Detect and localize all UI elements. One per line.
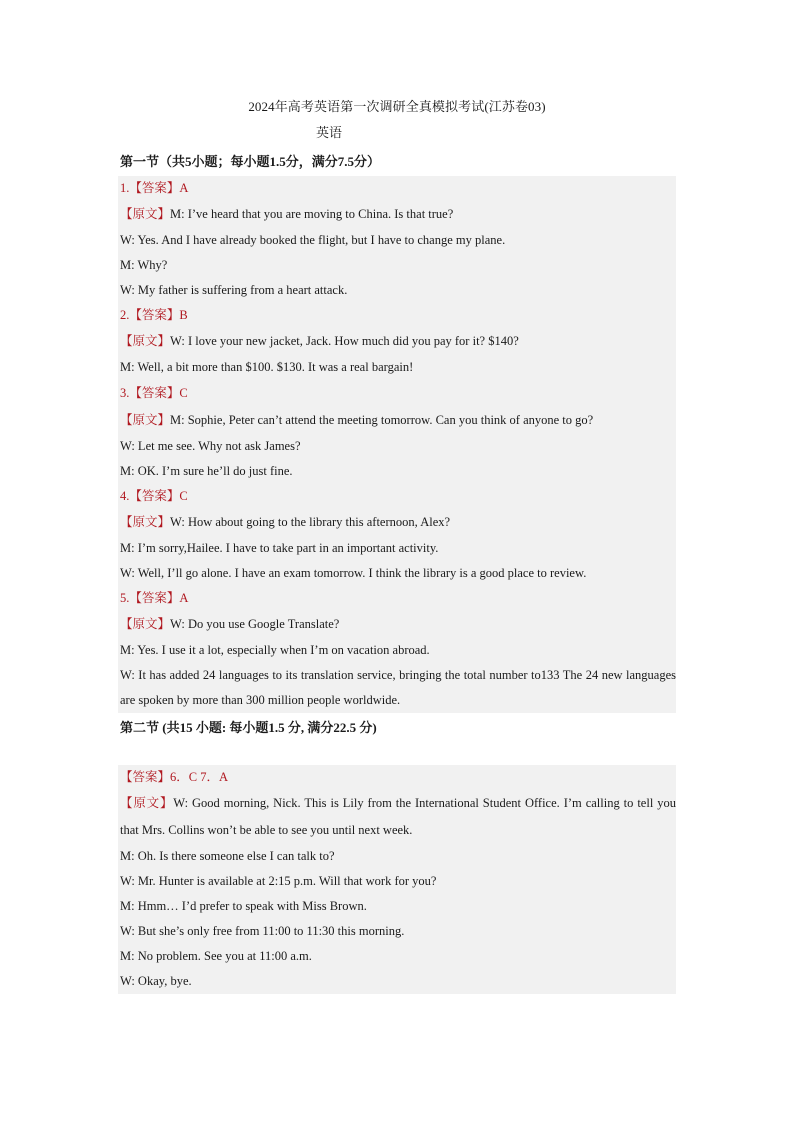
q1-transcript-line: M: Why? bbox=[120, 258, 168, 272]
q3-answer: 3.【答案】C bbox=[120, 386, 188, 400]
q4-transcript-line: 【原文】W: How about going to the library this afternoon, Alex? bbox=[120, 515, 451, 529]
transcript-tag: 【原文】 bbox=[120, 334, 171, 348]
transcript-tag: 【原文】 bbox=[120, 207, 171, 221]
section1-block bbox=[118, 176, 676, 713]
q5-transcript-line: M: Yes. I use it a lot, especially when I’m on vacation abroad. bbox=[120, 643, 430, 657]
q2-transcript-line: M: Well, a bit more than $100. $130. It was a real bargain! bbox=[120, 360, 414, 374]
q6-7-transcript-line: W: But she’s only free from 11:00 to 11:30 this morning. bbox=[120, 924, 405, 938]
q6-7-transcript-line: 【原文】W: Good morning, Nick. This is Lily from the International Student Office. I’m calling to tell you that Mrs. Collins won’t be able to see you until next week. bbox=[120, 796, 676, 837]
q4-transcript-line: M: I’m sorry,Hailee. I have to take part in an important activity. bbox=[120, 541, 439, 555]
q1-transcript-line: 【原文】M: I’ve heard that you are moving to China. Is that true? bbox=[120, 207, 454, 221]
transcript-tag: 【原文】 bbox=[120, 413, 171, 427]
q3-transcript-line: 【原文】M: Sophie, Peter can’t attend the meeting tomorrow. Can you think of anyone to go? bbox=[120, 413, 594, 427]
q1-answer: 1.【答案】A bbox=[120, 181, 189, 195]
section2-heading: 第二节 (共15 小题: 每小题1.5 分, 满分22.5 分) bbox=[120, 720, 377, 735]
transcript-tag: 【原文】 bbox=[120, 515, 171, 529]
q4-answer: 4.【答案】C bbox=[120, 489, 188, 503]
q3-transcript-line: W: Let me see. Why not ask James? bbox=[120, 439, 301, 453]
q6-7-transcript-line: W: Okay, bye. bbox=[120, 974, 192, 988]
q6-7-transcript-line: M: Hmm… I’d prefer to speak with Miss Brown. bbox=[120, 899, 367, 913]
subject-label: 英语 bbox=[316, 125, 343, 140]
q5-transcript-line: 【原文】W: Do you use Google Translate? bbox=[120, 617, 340, 631]
q2-answer: 2.【答案】B bbox=[120, 308, 188, 322]
q4-transcript-line: W: Well, I’ll go alone. I have an exam tomorrow. I think the library is a good place to review. bbox=[120, 566, 587, 580]
q2-transcript-line: 【原文】W: I love your new jacket, Jack. How much did you pay for it? $140? bbox=[120, 334, 519, 348]
section2-block bbox=[118, 765, 676, 994]
q3-transcript-line: M: OK. I’m sure he’ll do just fine. bbox=[120, 464, 293, 478]
transcript-tag: 【原文】 bbox=[120, 617, 171, 631]
q5-transcript-line: W: It has added 24 languages to its translation service, bringing the total number to133 The 24 new languages are spoken by more than 300 million people worldwide. bbox=[120, 668, 676, 707]
document-title: 2024年高考英语第一次调研全真模拟考试(江苏卷03) bbox=[248, 99, 546, 114]
q5-answer: 5.【答案】A bbox=[120, 591, 189, 605]
transcript-tag: 【原文】 bbox=[120, 796, 174, 810]
q6-7-answer: 【答案】6．C 7．A bbox=[120, 770, 228, 784]
q6-7-transcript-line: W: Mr. Hunter is available at 2:15 p.m. Will that work for you? bbox=[120, 874, 437, 888]
q6-7-transcript-line: M: Oh. Is there someone else I can talk to? bbox=[120, 849, 335, 863]
q1-transcript-line: W: Yes. And I have already booked the flight, but I have to change my plane. bbox=[120, 233, 506, 247]
section1-heading: 第一节（共5小题；每小题1.5分，满分7.5分） bbox=[120, 154, 381, 169]
q6-7-transcript-line: M: No problem. See you at 11:00 a.m. bbox=[120, 949, 312, 963]
q1-transcript-line: W: My father is suffering from a heart attack. bbox=[120, 283, 348, 297]
